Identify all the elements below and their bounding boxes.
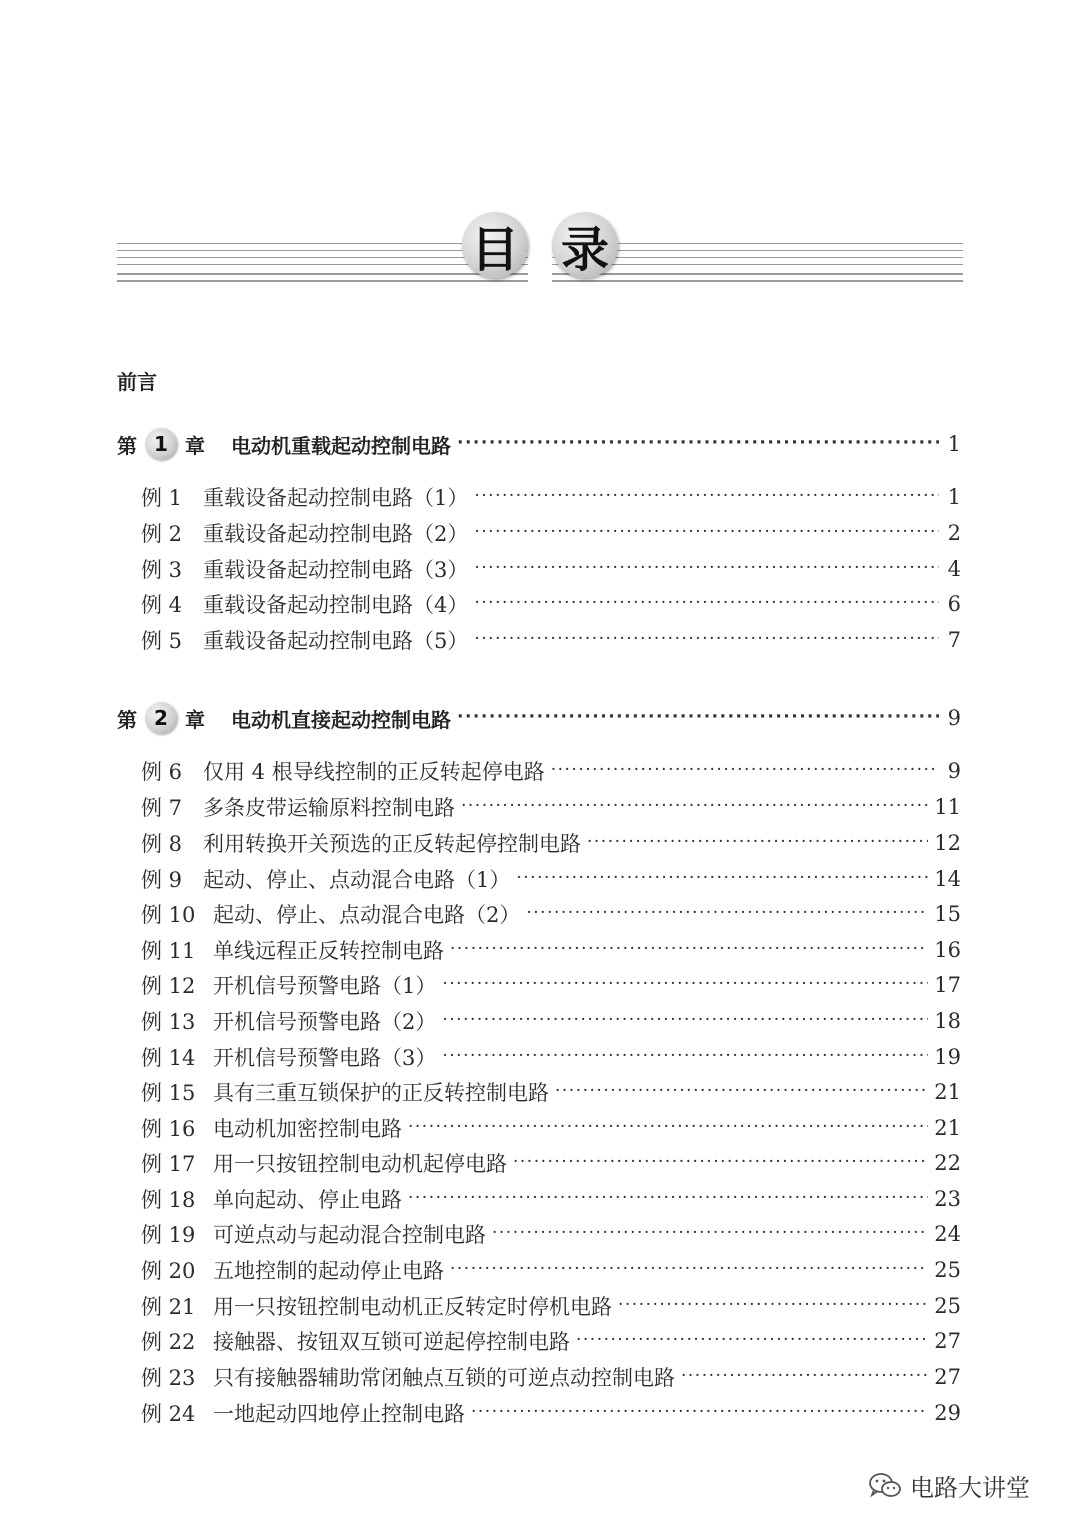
example-title: 起动、停止、点动混合电路（2） [213, 903, 521, 927]
example-title: 重载设备起动控制电路（4） [203, 593, 469, 617]
page-number: 18 [934, 1009, 961, 1033]
example-19-entry[interactable] [117, 1219, 963, 1249]
page-number: 11 [934, 795, 961, 819]
example-22-entry[interactable] [117, 1326, 963, 1356]
example-title: 单向起动、停止电路 [213, 1188, 402, 1212]
page-number: 27 [934, 1329, 961, 1353]
example-title: 仅用 4 根导线控制的正反转起停电路 [203, 760, 545, 784]
example-5-entry[interactable] [117, 625, 963, 655]
dot-leader [555, 1077, 928, 1107]
example-label: 例 1 [141, 486, 183, 510]
page-number: 19 [934, 1045, 961, 1069]
example-9-entry[interactable] [117, 864, 963, 894]
chapter-prefix: 第 [117, 433, 137, 458]
page-number: 22 [934, 1151, 961, 1175]
page-number: 1 [947, 485, 961, 509]
dot-leader [471, 1398, 928, 1428]
page-number: 6 [947, 592, 961, 616]
dot-leader [442, 1042, 928, 1072]
example-label: 例 17 [141, 1152, 196, 1176]
dot-leader [408, 1113, 928, 1143]
example-label: 例 8 [141, 832, 183, 856]
example-title: 一地起动四地停止控制电路 [213, 1402, 465, 1426]
example-14-entry[interactable] [117, 1042, 963, 1072]
example-title: 开机信号预警电路（2） [213, 1010, 437, 1034]
dot-leader [587, 828, 928, 858]
example-title: 重载设备起动控制电路（2） [203, 522, 469, 546]
example-label: 例 19 [141, 1223, 196, 1247]
watermark-text: 电路大讲堂 [910, 1474, 1030, 1502]
example-label: 例 11 [141, 939, 196, 963]
example-label: 例 10 [141, 903, 196, 927]
example-title: 重载设备起动控制电路（1） [203, 486, 469, 510]
example-18-entry[interactable] [117, 1184, 963, 1214]
example-17-entry[interactable] [117, 1148, 963, 1178]
page-number: 29 [934, 1401, 961, 1425]
toc-title-banner [117, 200, 963, 290]
example-title: 多条皮带运输原料控制电路 [203, 796, 455, 820]
dot-leader [576, 1326, 928, 1356]
page-number: 25 [934, 1258, 961, 1282]
page-number: 17 [934, 973, 961, 997]
page-number: 27 [934, 1365, 961, 1389]
page-number: 9 [947, 759, 961, 783]
example-title: 开机信号预警电路（3） [213, 1046, 437, 1070]
example-label: 例 14 [141, 1046, 196, 1070]
chapter-2-entry[interactable] [117, 703, 963, 733]
example-label: 例 6 [141, 760, 183, 784]
example-2-entry[interactable] [117, 518, 963, 548]
example-16-entry[interactable] [117, 1113, 963, 1143]
example-6-entry[interactable] [117, 756, 963, 786]
example-title: 单线远程正反转控制电路 [213, 939, 444, 963]
dot-leader [461, 792, 928, 822]
dot-leader [516, 864, 928, 894]
dot-leader [457, 703, 939, 733]
dot-leader [450, 935, 928, 965]
example-title: 电动机加密控制电路 [213, 1117, 402, 1141]
example-3-entry[interactable] [117, 554, 963, 584]
dot-leader [618, 1291, 928, 1321]
dot-leader [474, 625, 939, 655]
chapter-prefix: 第 [117, 707, 137, 732]
dot-leader [474, 482, 939, 512]
example-11-entry[interactable] [117, 935, 963, 965]
page-number: 16 [934, 938, 961, 962]
dot-leader [492, 1219, 928, 1249]
example-title: 可逆点动与起动混合控制电路 [213, 1223, 486, 1247]
example-label: 例 22 [141, 1330, 196, 1354]
example-title: 开机信号预警电路（1） [213, 974, 437, 998]
example-1-entry[interactable] [117, 482, 963, 512]
chapter-1-entry[interactable] [117, 429, 963, 459]
example-10-entry[interactable] [117, 899, 963, 929]
dot-leader [474, 554, 939, 584]
example-7-entry[interactable] [117, 792, 963, 822]
example-label: 例 24 [141, 1402, 196, 1426]
chapter-title: 电动机重载起动控制电路 [231, 433, 451, 458]
example-label: 例 5 [141, 629, 183, 653]
page-number: 2 [947, 521, 961, 545]
example-label: 例 9 [141, 868, 183, 892]
example-label: 例 15 [141, 1081, 196, 1105]
example-4-entry[interactable] [117, 589, 963, 619]
page-number: 25 [934, 1294, 961, 1318]
example-title: 重载设备起动控制电路（5） [203, 629, 469, 653]
example-24-entry[interactable] [117, 1398, 963, 1428]
page-number: 9 [947, 706, 961, 730]
example-title: 接触器、按钮双互锁可逆起停控制电路 [213, 1330, 570, 1354]
dot-leader [474, 518, 939, 548]
example-15-entry[interactable] [117, 1077, 963, 1107]
toc-title-char-1: 目 [462, 212, 528, 278]
example-label: 例 2 [141, 522, 183, 546]
page-number: 24 [934, 1222, 961, 1246]
dot-leader [513, 1148, 928, 1178]
chapter-number-badge: 2 [145, 702, 177, 734]
page-number: 14 [934, 867, 961, 891]
dot-leader [450, 1255, 928, 1285]
dot-leader [474, 589, 939, 619]
example-title: 具有三重互锁保护的正反转控制电路 [213, 1081, 549, 1105]
dot-leader [457, 429, 939, 459]
example-title: 用一只按钮控制电动机起停电路 [213, 1152, 507, 1176]
example-label: 例 4 [141, 593, 183, 617]
page-number: 4 [947, 557, 961, 581]
dot-leader [681, 1362, 928, 1392]
example-title: 起动、停止、点动混合电路（1） [203, 868, 511, 892]
dot-leader [408, 1184, 928, 1214]
example-20-entry[interactable] [117, 1255, 963, 1285]
example-12-entry[interactable] [117, 970, 963, 1000]
example-13-entry[interactable] [117, 1006, 963, 1036]
example-title: 利用转换开关预选的正反转起停控制电路 [203, 832, 581, 856]
example-21-entry[interactable] [117, 1291, 963, 1321]
example-label: 例 16 [141, 1117, 196, 1141]
example-label: 例 21 [141, 1295, 196, 1319]
example-label: 例 20 [141, 1259, 196, 1283]
page-number: 21 [934, 1080, 961, 1104]
page-number: 15 [934, 902, 961, 926]
page-number: 23 [934, 1187, 961, 1211]
dot-leader [442, 970, 928, 1000]
dot-leader [551, 756, 939, 786]
example-label: 例 23 [141, 1366, 196, 1390]
page-number: 12 [934, 831, 961, 855]
example-title: 五地控制的起动停止电路 [213, 1259, 444, 1283]
watermark [868, 1468, 1030, 1503]
page-number: 7 [947, 628, 961, 652]
dot-leader [442, 1006, 928, 1036]
chapter-number-badge: 1 [145, 428, 177, 460]
example-title: 重载设备起动控制电路（3） [203, 558, 469, 582]
dot-leader [526, 899, 928, 929]
page-number: 21 [934, 1116, 961, 1140]
example-23-entry[interactable] [117, 1362, 963, 1392]
preface-entry[interactable]: 前言 [117, 370, 157, 394]
example-label: 例 7 [141, 796, 183, 820]
chapter-suffix: 章 [185, 433, 205, 458]
toc-title-char-2: 录 [552, 212, 618, 278]
example-label: 例 3 [141, 558, 183, 582]
chapter-suffix: 章 [185, 707, 205, 732]
example-8-entry[interactable] [117, 828, 963, 858]
example-title: 只有接触器辅助常闭触点互锁的可逆点动控制电路 [213, 1366, 675, 1390]
example-title: 用一只按钮控制电动机正反转定时停机电路 [213, 1295, 612, 1319]
chapter-title: 电动机直接起动控制电路 [231, 707, 451, 732]
page-number: 1 [947, 432, 961, 456]
example-label: 例 18 [141, 1188, 196, 1212]
example-label: 例 12 [141, 974, 196, 998]
wechat-icon [868, 1471, 902, 1501]
example-label: 例 13 [141, 1010, 196, 1034]
